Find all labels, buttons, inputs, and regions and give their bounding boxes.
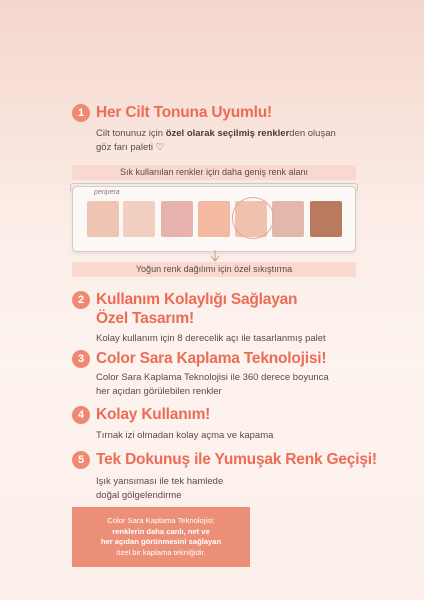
feature-1-desc-text-a: Cilt tonunuz için: [96, 128, 166, 139]
note-line1: Color Sara Kaplama Teknolojisi;: [107, 516, 215, 525]
feature-2-title-line1: Kullanım Kolaylığı Sağlayan: [96, 291, 298, 308]
feature-5-description: [96, 475, 223, 503]
palette-pan: [198, 201, 230, 237]
feature-3-title: Color Sara Kaplama Teknolojisi!: [96, 350, 327, 367]
note-line4: özel bir kaplama tekniğidir.: [116, 547, 206, 557]
feature-3-number-badge: 3: [72, 350, 90, 368]
feature-4-heading: [72, 405, 210, 424]
feature-3-desc-line2: her açıdan görülebilen renkler: [96, 386, 222, 397]
palette-top-label: Sık kullanılan renkler için daha geniş renk alanı: [72, 165, 356, 180]
feature-1-description: [96, 127, 336, 155]
feature-2-title: [96, 290, 297, 328]
palette-pan: [161, 201, 193, 237]
feature-3-description: [96, 371, 329, 399]
feature-2-title-line2: Özel Tasarım!: [96, 310, 194, 327]
zoom-circle-icon: [232, 197, 274, 239]
palette-pan: [310, 201, 342, 237]
palette-pan: [272, 201, 304, 237]
feature-5-desc-line1: Işık yansıması ile tek hamlede: [96, 476, 224, 487]
feature-2-heading: [72, 290, 297, 328]
feature-4-title: Kolay Kullanım!: [96, 406, 211, 423]
palette-bottom-label: Yoğun renk dağılımı için özel sıkıştırma: [72, 262, 356, 277]
feature-2-number-badge: 2: [72, 291, 90, 309]
feature-5-heading: [72, 450, 377, 469]
feature-1-number-badge: 1: [72, 104, 90, 122]
palette-brand-logo: peripera: [94, 189, 120, 196]
palette-pan: [87, 201, 119, 237]
feature-5-desc-line2: doğal gölgelendirme: [96, 490, 182, 501]
note-line2: renklerin daha canlı, net ve: [112, 526, 210, 536]
feature-5-title: Tek Dokunuş ile Yumuşak Renk Geçişi!: [96, 451, 377, 468]
feature-3-heading: [72, 349, 326, 368]
palette-pan: [123, 201, 155, 237]
feature-3-desc-line1: Color Sara Kaplama Teknolojisi ile 360 derece boyunca: [96, 372, 329, 383]
feature-1-desc-line2: göz farı paleti ♡: [96, 142, 165, 153]
note-line3: her açıdan görünmesini sağlayan: [100, 537, 222, 546]
feature-5-number-badge: 5: [72, 451, 90, 469]
feature-1-desc-text-c: den oluşan: [289, 128, 336, 139]
technology-note-box: [72, 507, 250, 567]
feature-4-description: Tırnak izi olmadan kolay açma ve kapama: [96, 430, 274, 441]
feature-1-title: Her Cilt Tonuna Uyumlu!: [96, 104, 272, 121]
feature-2-description: Kolay kullanım için 8 derecelik açı ile tasarlanmış palet: [96, 333, 326, 344]
feature-4-number-badge: 4: [72, 406, 90, 424]
feature-1-desc-highlight: özel olarak seçilmiş renkler: [165, 128, 290, 139]
feature-1-heading: [72, 103, 272, 122]
